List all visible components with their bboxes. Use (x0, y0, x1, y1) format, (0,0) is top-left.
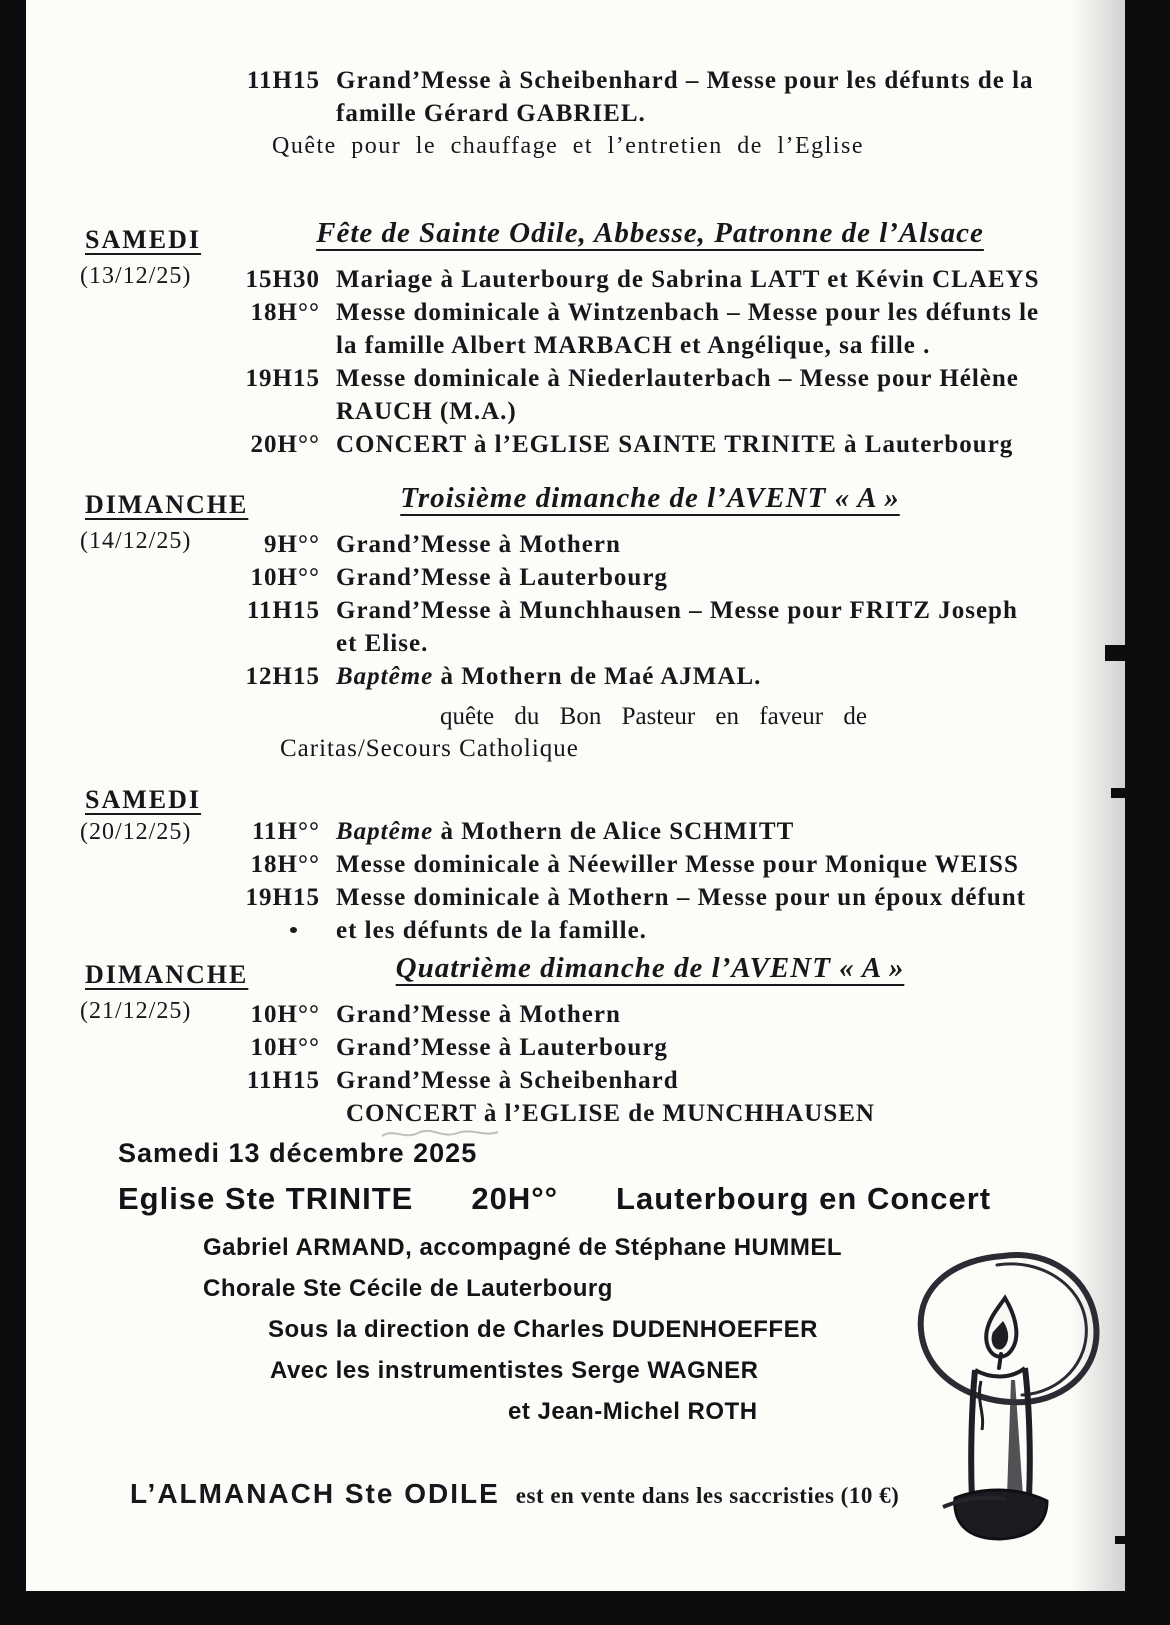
event-line: Mariage à Lauterbourg de Sabrina LATT et Kévin CLAEYS (336, 266, 1040, 293)
event-row (230, 660, 1120, 693)
concert-headline (118, 1181, 1110, 1217)
event-row (230, 1031, 1120, 1064)
collection-note: Quête pour le chauffage et l’entretien de l’Eglise (272, 133, 865, 159)
event-time: 11H°° (251, 818, 320, 845)
event-row (230, 848, 1120, 881)
event-text (336, 881, 1026, 947)
event-line: Grand’Messe à Lauterbourg (336, 1034, 668, 1061)
event-text-part: à Mothern de Maé AJMAL. (433, 663, 762, 690)
event-line: Messe dominicale à Niederlauterbach – Messe pour Hélène (336, 365, 1019, 392)
event-time: 20H°° (250, 431, 320, 458)
event-text (336, 848, 1019, 881)
event-text-part: à Mothern de Alice SCHMITT (433, 818, 795, 845)
event-time: 11H15 (246, 1067, 320, 1094)
date-label: (13/12/25) (80, 263, 192, 289)
event-line: Grand’Messe à Munchhausen – Messe pour FRITZ Joseph (336, 597, 1018, 624)
event-time: 10H°° (250, 564, 320, 591)
candle-icon (893, 1246, 1118, 1551)
collection-note: quête du Bon Pasteur en faveur de (440, 703, 867, 730)
event-text (336, 594, 1018, 660)
day-label: DIMANCHE (85, 490, 249, 519)
event-row (230, 815, 1120, 848)
scan-border-bottom (0, 1591, 1170, 1625)
event-line: Grand’Messe à Mothern (336, 1001, 621, 1028)
event-time: 18H°° (250, 299, 320, 326)
event-text (336, 362, 1019, 428)
section-title: Troisième dimanche de l’AVENT « A » (400, 482, 900, 514)
performer-line: et Jean-Michel ROTH (508, 1398, 758, 1425)
event-text (336, 296, 1039, 362)
event-line: Messe dominicale à Néewiller Messe pour Monique WEISS (336, 851, 1019, 878)
event-row (230, 1064, 1120, 1097)
scan-border-right (1125, 0, 1170, 1625)
event-text (336, 1064, 679, 1097)
section-title: Fête de Sainte Odile, Abbesse, Patronne de l’Alsace (316, 217, 984, 249)
event-line (336, 815, 794, 848)
event-text-part: Baptême (336, 818, 434, 845)
event-text (336, 528, 621, 561)
event-line (336, 660, 761, 693)
event-text (336, 64, 1034, 130)
concert-time: 20H°° (471, 1181, 559, 1216)
event-line: Grand’Messe à Scheibenhard – Messe pour les défunts de la (336, 67, 1034, 94)
section-samedi-20-12 (0, 775, 1120, 947)
event-line (336, 914, 1026, 947)
section-title: Quatrième dimanche de l’AVENT « A » (395, 952, 905, 984)
event-row (230, 594, 1120, 660)
event-text (336, 263, 1040, 296)
almanach-text: est en vente dans les saccristies (10 €) (515, 1483, 900, 1508)
event-line: la famille Albert MARBACH et Angélique, sa fille . (336, 332, 931, 359)
event-time: 10H°° (250, 1001, 320, 1028)
performer-line: Avec les instrumentistes Serge WAGNER (270, 1357, 759, 1384)
event-row (230, 428, 1120, 461)
event-time: 19H15 (245, 884, 320, 911)
event-time: 9H°° (264, 531, 320, 558)
date-label: (21/12/25) (80, 998, 192, 1024)
event-line: Grand’Messe à Mothern (336, 531, 621, 558)
date-label: (14/12/25) (80, 528, 192, 554)
event-row (230, 362, 1120, 428)
event-time: 10H°° (250, 1034, 320, 1061)
almanach-note (130, 1478, 899, 1510)
section-dimanche-14-12 (0, 480, 1120, 763)
event-text-part: et les défunts de la famille. (336, 917, 647, 944)
event-time: 11H15 (246, 67, 320, 94)
performer-line: Sous la direction de Charles DUDENHOEFFER (268, 1316, 818, 1343)
event-row (230, 561, 1120, 594)
performer-line: Chorale Ste Cécile de Lauterbourg (203, 1275, 613, 1302)
event-text (336, 660, 761, 693)
top-overflow-entry (0, 64, 1120, 160)
concert-date: Samedi 13 décembre 2025 (118, 1138, 478, 1168)
event-time: 15H30 (245, 266, 320, 293)
concert-title: Lauterbourg en Concert (616, 1181, 992, 1216)
performer-line: Gabriel ARMAND, accompagné de Stéphane HUMMEL (203, 1234, 843, 1261)
event-text (336, 815, 794, 848)
event-row (230, 881, 1120, 947)
event-row (230, 998, 1120, 1031)
event-line: et Elise. (336, 630, 429, 657)
event-time: 19H15 (245, 365, 320, 392)
event-line: Grand’Messe à Lauterbourg (336, 564, 668, 591)
event-line: RAUCH (M.A.) (336, 398, 517, 425)
event-text (336, 998, 621, 1031)
event-row (230, 263, 1120, 296)
day-label: DIMANCHE (85, 960, 249, 989)
event-line: Messe dominicale à Wintzenbach – Messe pour les défunts le (336, 299, 1040, 326)
section-dimanche-21-12 (0, 950, 1120, 1130)
event-text-part: Baptême (336, 663, 434, 690)
event-line: CONCERT à l’EGLISE de MUNCHHAUSEN (346, 1100, 875, 1127)
ink-dot-artifact (290, 927, 297, 933)
event-line: CONCERT à l’EGLISE SAINTE TRINITE à Lauterbourg (336, 431, 1014, 458)
event-row (230, 1097, 1120, 1130)
event-time: 11H15 (246, 597, 320, 624)
concert-venue: Eglise Ste TRINITE (118, 1181, 414, 1216)
event-line: Messe dominicale à Mothern – Messe pour un époux défunt (336, 884, 1026, 911)
event-text (336, 1031, 668, 1064)
day-label: SAMEDI (85, 785, 202, 814)
event-row (230, 296, 1120, 362)
collection-note: Caritas/Secours Catholique (280, 735, 579, 762)
event-time: 18H°° (250, 851, 320, 878)
date-label: (20/12/25) (80, 819, 192, 845)
event-line: famille Gérard GABRIEL. (336, 100, 646, 127)
event-line: Grand’Messe à Scheibenhard (336, 1067, 679, 1094)
event-text (336, 561, 668, 594)
day-label: SAMEDI (85, 225, 202, 254)
event-time: 12H15 (245, 663, 320, 690)
almanach-title: L’ALMANACH Ste ODILE (130, 1478, 500, 1509)
event-row (230, 64, 1120, 130)
event-row (230, 528, 1120, 561)
section-samedi-13-12 (0, 215, 1120, 461)
event-text (336, 428, 1013, 461)
